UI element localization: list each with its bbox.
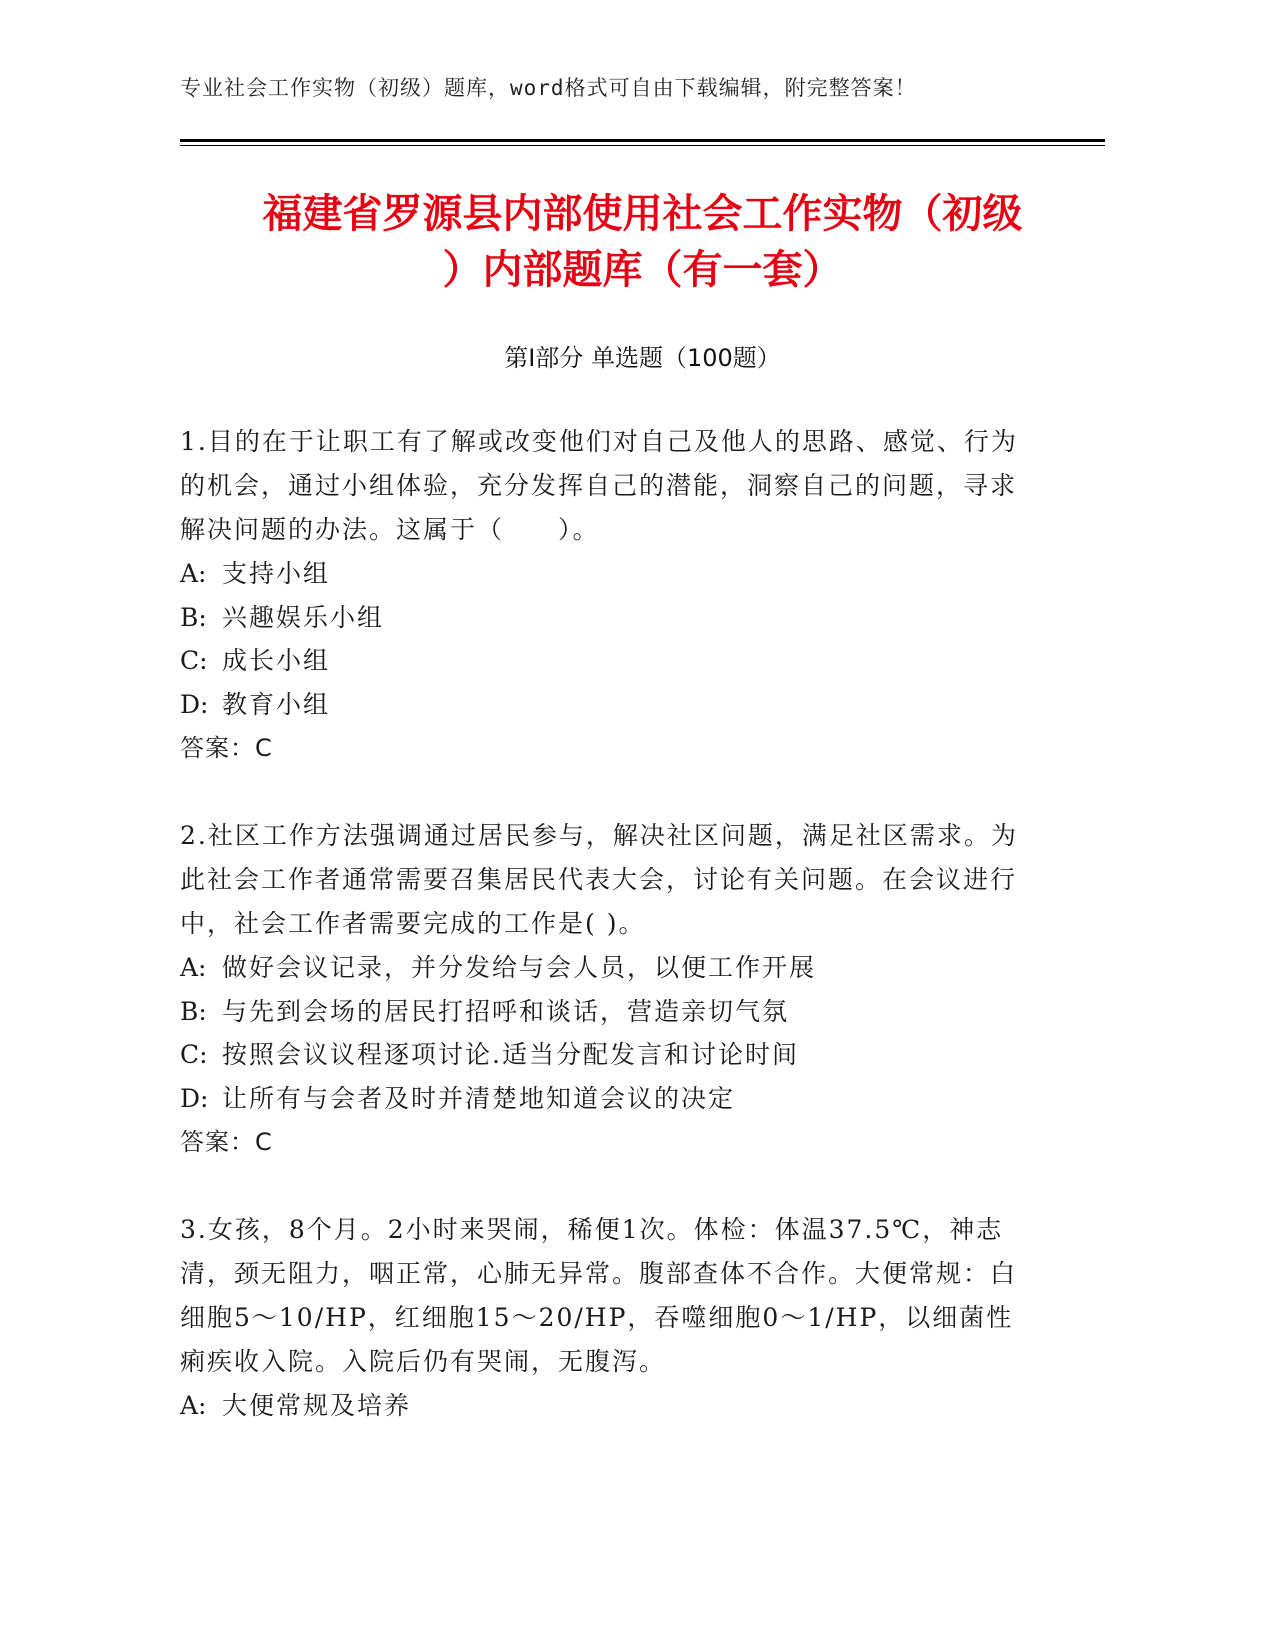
question-option [180,552,1040,596]
question-answer: 答案：C [180,734,273,762]
question-3 [180,1208,1040,1428]
option-text: 支持小组 [222,559,331,588]
option-text: 成长小组 [222,646,331,675]
option-text: 与先到会场的居民打招呼和谈话，营造亲切气氛 [222,996,790,1026]
option-letter: C: [180,646,208,675]
option-text: 教育小组 [222,689,331,719]
option-letter: D: [180,1083,209,1113]
option-text: 按照会议议程逐项讨论.适当分配发言和讨论时间 [222,1040,799,1069]
question-option [180,1033,1040,1077]
option-text: 大便常规及培养 [222,1391,412,1420]
question-stem: 1.目的在于让职工有了解或改变他们对自己及他人的思路、感觉、行为的机会，通过小组体验，充分发挥自己的潜能，洞察自己的问题，寻求解决问题的办法。这属于（ ）。 [180,427,1018,544]
option-letter: A: [180,559,207,588]
question-option [180,596,1040,640]
option-text: 兴趣娱乐小组 [222,602,385,632]
question-option [180,683,1040,727]
page-header: 专业社会工作实物（初级）题库，word格式可自由下载编辑，附完整答案！ [180,76,917,100]
question-1 [180,420,1040,770]
question-2 [180,814,1040,1164]
option-letter: C: [180,1040,208,1069]
document-title-line-1: 福建省罗源县内部使用社会工作实物（初级 [262,191,1023,237]
option-letter: B: [180,602,207,632]
question-list [180,420,1040,1472]
option-text: 让所有与会者及时并清楚地知道会议的决定 [222,1083,736,1113]
question-option [180,639,1040,683]
question-option [180,946,1040,990]
document-title-line-2: ）内部题库（有一套） [442,247,843,293]
option-text: 做好会议记录，并分发给与会人员，以便工作开展 [222,953,817,982]
question-stem: 2.社区工作方法强调通过居民参与，解决社区问题，满足社区需求。为此社会工作者通常需要召集居民代表大会，讨论有关问题。在会议进行中，社会工作者需要完成的工作是( )。 [180,821,1018,938]
header-rule-thick [180,139,1105,142]
question-option [180,990,1040,1034]
option-letter: A: [180,953,207,982]
header-rule-thin [180,145,1105,146]
question-stem: 3.女孩，8个月。2小时来哭闹，稀便1次。体检：体温37.5℃，神志清，颈无阻力，咽正常，心肺无异常。腹部查体不合作。大便常规：白细胞5～10/HP，红细胞15～20/HP，吞噬细胞0～1/HP，以细菌性痢疾收入院。入院后仍有哭闹，无腹泻。 [180,1215,1018,1376]
question-answer: 答案：C [180,1128,273,1156]
option-letter: B: [180,996,207,1026]
question-option [180,1077,1040,1121]
question-option [180,1384,1040,1428]
option-letter: A: [180,1391,207,1420]
document-title [180,186,1105,298]
option-letter: D: [180,689,209,719]
section-title: 第Ⅰ部分 单选题（100题） [504,344,781,372]
